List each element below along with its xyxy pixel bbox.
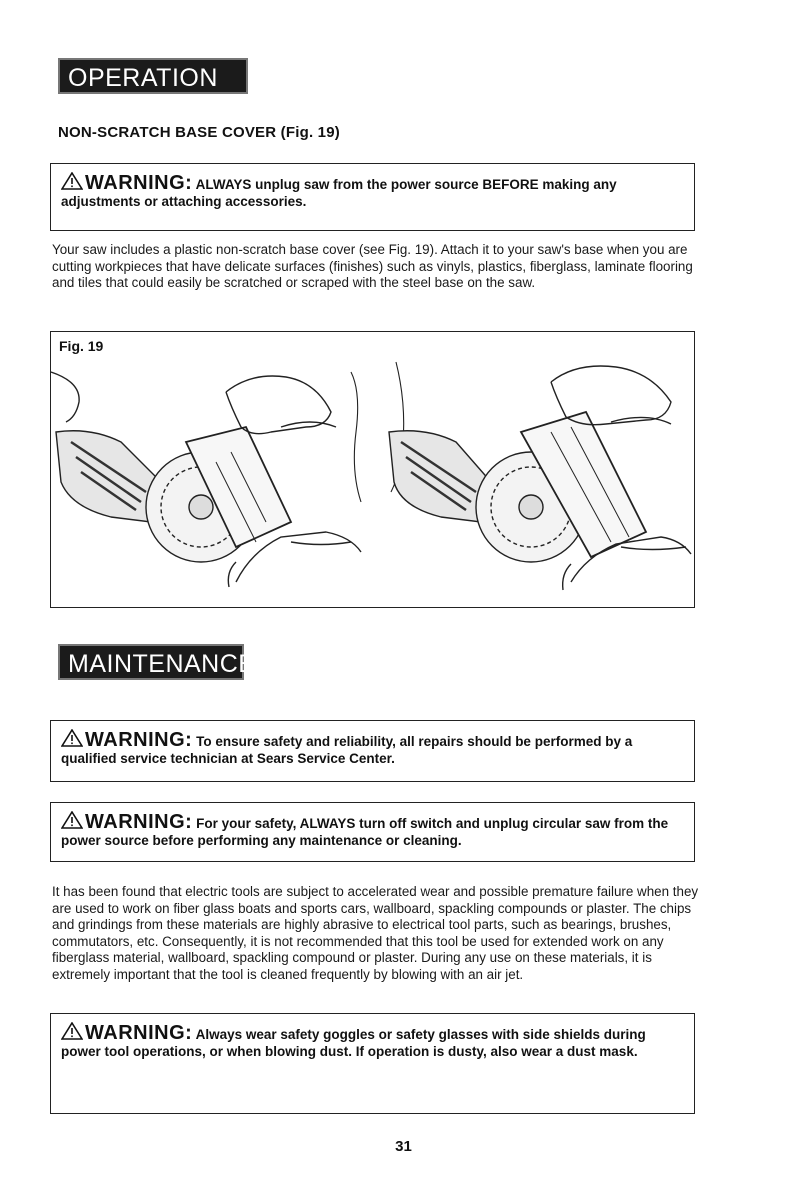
figure-label: Fig. 19 <box>59 338 104 354</box>
warning-label: WARNING: <box>85 811 193 833</box>
warning-label: WARNING: <box>85 729 193 751</box>
warning-text: To ensure safety and reliability, all repairs should be performed by a qualified service technician at Sears Service Center. <box>61 734 633 766</box>
section-banner-maintenance: MAINTENANCE <box>58 644 244 680</box>
warning-box-maintenance <box>50 802 695 862</box>
warning-box-goggles <box>50 1013 695 1114</box>
warning-triangle-icon <box>61 729 83 747</box>
paragraph-base-cover: Your saw includes a plastic non-scratch base cover (see Fig. 19). Attach it to your saw's base when you are cutting workpieces that have delicate surfaces (finishes) such as vinyls, plastics, fiberglass, laminate flooring and tiles that could easily be scratched or scraped with the steel base on the saw. <box>52 242 693 290</box>
warning-triangle-icon <box>61 172 83 190</box>
saw-illustration-left <box>51 372 361 587</box>
figure-19 <box>50 331 695 608</box>
warning-label: WARNING: <box>85 172 193 194</box>
warning-text: Always wear safety goggles or safety glasses with side shields during power tool operations, or when blowing dust. If operation is dusty, also wear a dust mask. <box>61 1027 646 1059</box>
section-banner-operation: OPERATION cont. <box>58 58 248 94</box>
warning-box-unplug <box>50 163 695 231</box>
warning-triangle-icon <box>61 1022 83 1040</box>
paragraph-maintenance: It has been found that electric tools are subject to accelerated wear and possible premature failure when they are used to work on fiber glass boats and sports cars, wallboard, spackling compounds or plaster. The chips and grindings from these materials are highly abrasive to electrical tool parts, such as bearings, brushes, commutators, etc. Consequently, it is not recommended that this tool be used for extended work on any fiberglass material, wallboard, spackling compound or plaster. During any use on these materials, it is extremely important that the tool is cleaned frequently by blowing with an air jet. <box>52 884 699 982</box>
page-number: 31 <box>395 1138 412 1155</box>
saw-base-cover-illustration <box>51 332 694 607</box>
warning-text: For your safety, ALWAYS turn off switch and unplug circular saw from the power source before performing any maintenance or cleaning. <box>61 816 669 848</box>
warning-triangle-icon <box>61 811 83 829</box>
section-heading: NON-SCRATCH BASE COVER (Fig. 19) <box>58 124 340 141</box>
warning-box-repairs <box>50 720 695 782</box>
saw-illustration-right <box>389 362 691 590</box>
warning-text: ALWAYS unplug saw from the power source BEFORE making any adjustments or attaching accessories. <box>61 177 617 209</box>
warning-label: WARNING: <box>85 1022 193 1044</box>
